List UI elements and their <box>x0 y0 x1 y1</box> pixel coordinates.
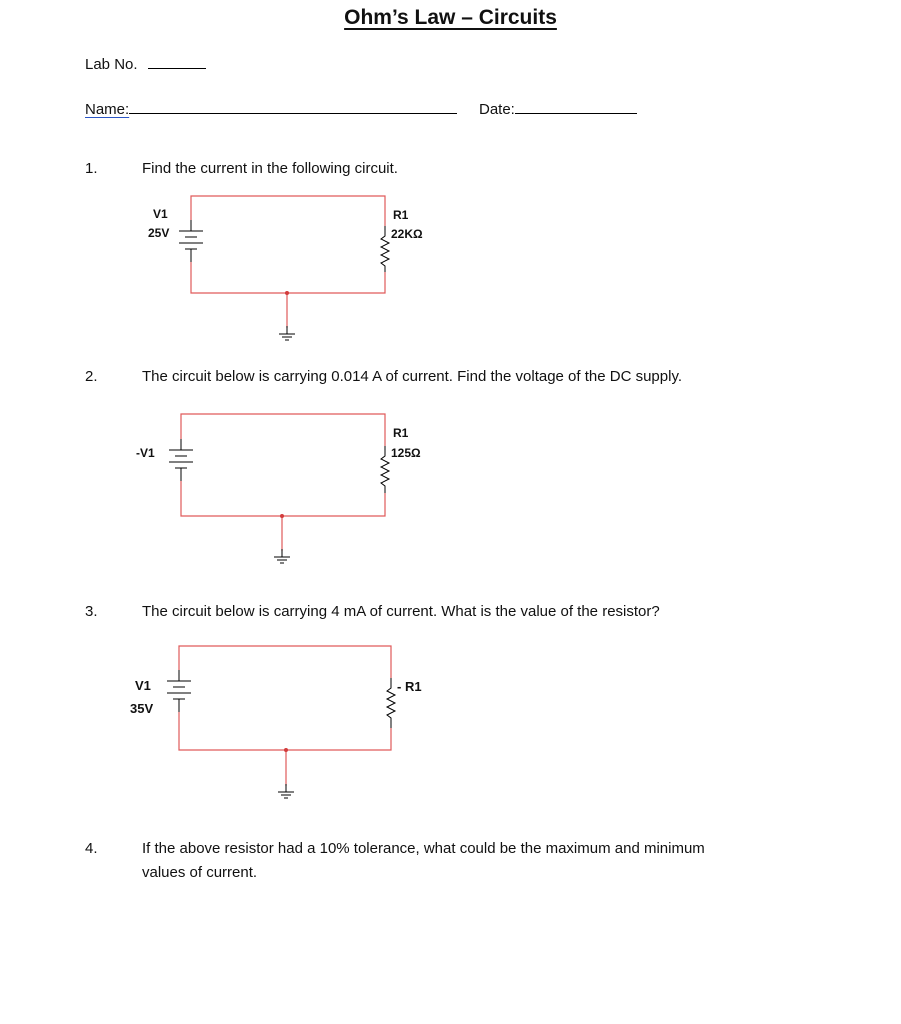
circuit-3-resistor-name: - R1 <box>397 679 422 694</box>
circuit-3-resistor-icon <box>387 678 395 728</box>
circuit-2-resistor-name: R1 <box>393 426 409 440</box>
question-3-text: The circuit below is carrying 4 mA of current. What is the value of the resistor? <box>142 603 660 620</box>
circuit-2-source-name: -V1 <box>136 446 155 460</box>
question-4-text-line1: If the above resistor had a 10% tolerance, what could be the maximum and minimum <box>142 840 705 857</box>
name-label: Name: <box>85 101 130 118</box>
circuit-3-source-value: 35V <box>130 701 154 716</box>
lab-no-label: Lab No. <box>85 56 138 73</box>
circuit-1-source-value: 25V <box>148 226 170 240</box>
circuit-3-source-name: V1 <box>135 678 151 693</box>
question-2-text: The circuit below is carrying 0.014 A of current. Find the voltage of the DC supply. <box>142 368 682 385</box>
date-label: Date: <box>479 101 515 118</box>
circuit-3-wires <box>179 646 391 786</box>
circuit-1-source-name: V1 <box>153 207 168 221</box>
question-1-text: Find the current in the following circuit. <box>142 160 398 177</box>
circuit-3-junction <box>284 748 288 752</box>
question-1-number: 1. <box>85 160 98 177</box>
circuit-2-resistor-value: 125Ω <box>391 446 421 460</box>
circuit-1-resistor-name: R1 <box>393 208 409 222</box>
question-4-number: 4. <box>85 840 98 857</box>
question-4-text-line2: values of current. <box>142 864 258 881</box>
page-title: Ohm’s Law – Circuits <box>344 6 557 29</box>
circuit-3-ground-icon <box>278 784 294 798</box>
circuit-3-battery-icon <box>167 670 191 712</box>
circuit-1-resistor-value: 22KΩ <box>391 227 423 241</box>
question-3-number: 3. <box>85 603 98 620</box>
question-2-number: 2. <box>85 368 98 385</box>
